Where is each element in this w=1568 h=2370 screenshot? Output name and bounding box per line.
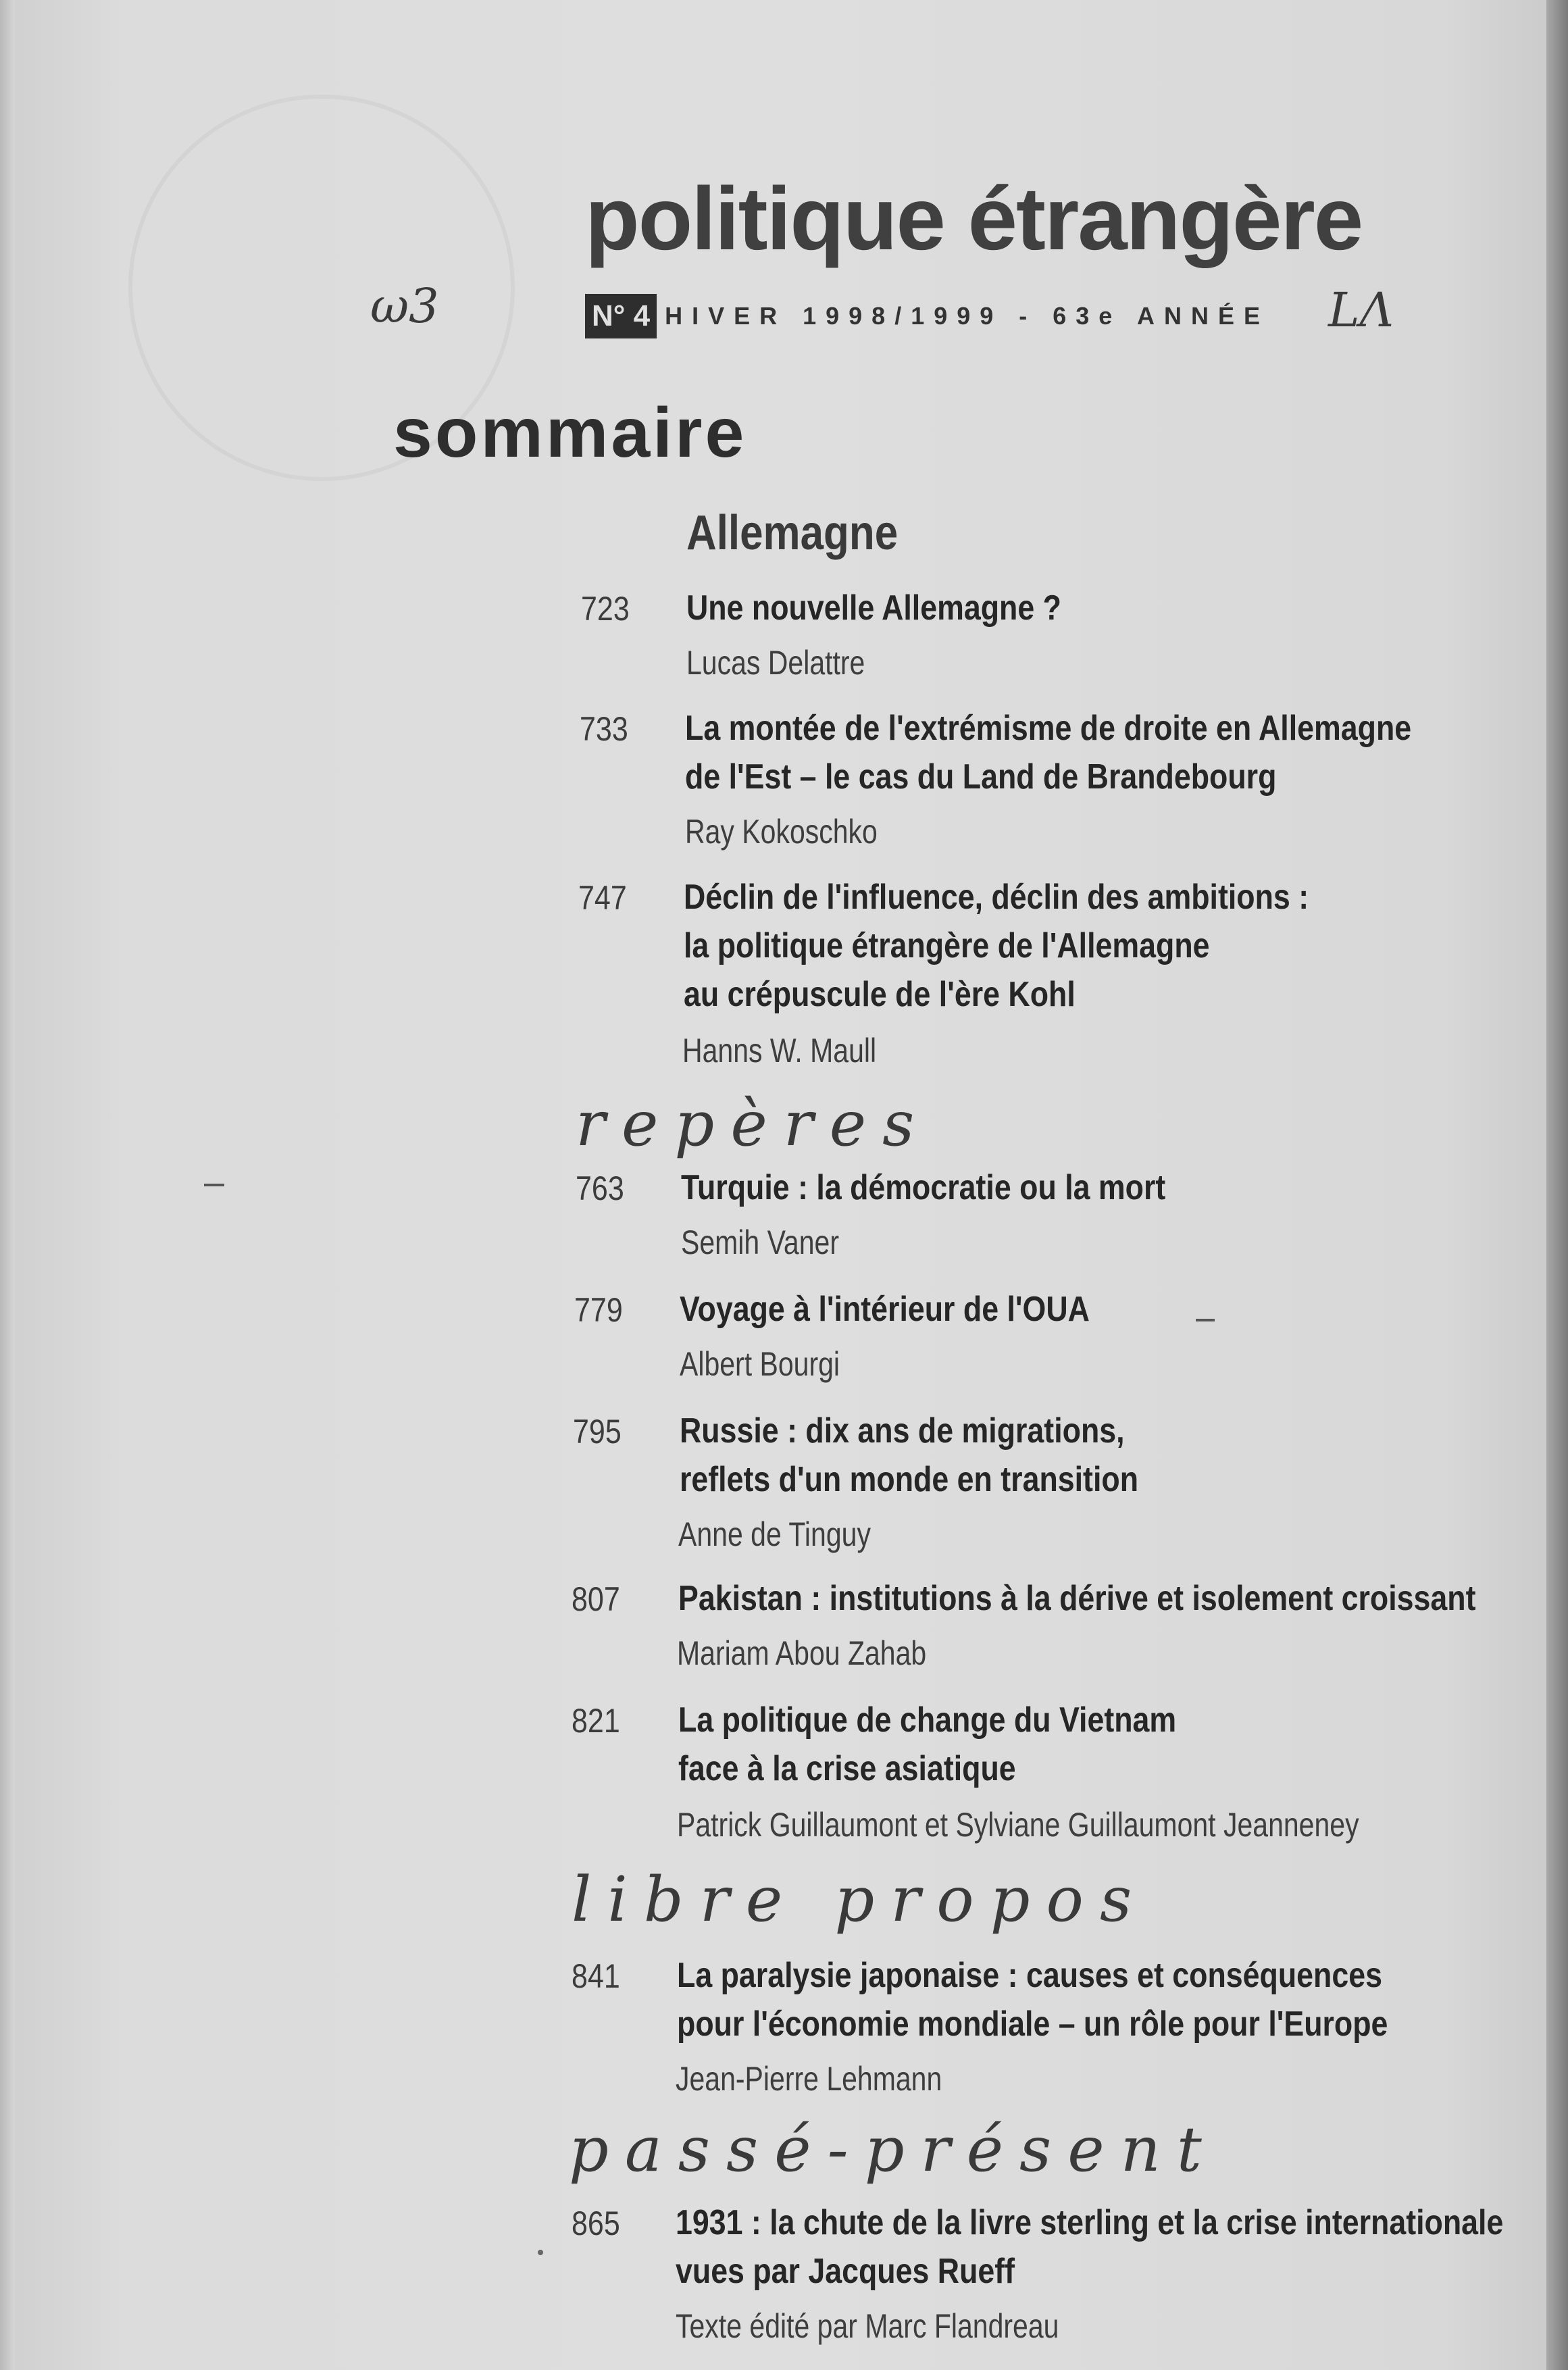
page-number: 821 (572, 1702, 620, 1740)
pencil-mark (204, 1184, 224, 1186)
section-title-libre-propos: libre propos (572, 1863, 1148, 1936)
section-title-reperes: repères (576, 1088, 931, 1160)
article-author: Patrick Guillaumont et Sylviane Guillaumont Jeanneney (677, 1806, 1359, 1844)
article-title: Une nouvelle Allemagne ? (686, 588, 1061, 628)
page-number: 733 (580, 710, 628, 748)
page-number: 723 (581, 590, 630, 628)
page-right-edge (1546, 0, 1568, 2370)
section-title-allemagne: Allemagne (686, 506, 899, 560)
article-author: Albert Bourgi (680, 1345, 840, 1383)
article-title: reflets d'un monde en transition (680, 1460, 1139, 1499)
article-title: Voyage à l'intérieur de l'OUA (680, 1290, 1090, 1329)
article-author: Hanns W. Maull (682, 1032, 877, 1069)
journal-title: politique étrangère (585, 169, 1363, 268)
section-title-passe-present: passé-présent (569, 2113, 1218, 2186)
article-title: vues par Jacques Rueff (676, 2252, 1015, 2291)
article-title: de l'Est – le cas du Land de Brandebourg (685, 757, 1277, 797)
article-author: Lucas Delattre (686, 644, 865, 682)
article-author: Texte édité par Marc Flandreau (676, 2307, 1059, 2345)
article-author: Anne de Tinguy (678, 1515, 871, 1553)
issue-line (585, 293, 1269, 339)
article-title: Russie : dix ans de migrations, (680, 1411, 1125, 1451)
handwritten-note-left: ω3 (370, 278, 439, 334)
page-number: 807 (572, 1580, 620, 1618)
pencil-mark (1196, 1319, 1215, 1321)
handwritten-note-right: LΛ (1328, 282, 1394, 338)
article-title: La paralysie japonaise : causes et conséquences (677, 1956, 1382, 1995)
article-title: La politique de change du Vietnam (678, 1700, 1177, 1740)
page-number: 841 (572, 1957, 620, 1995)
article-title: au crépuscule de l'ère Kohl (684, 975, 1076, 1014)
issue-details: HIVER 1998/1999 - 63e ANNÉE (665, 302, 1270, 330)
page-number: 779 (574, 1291, 623, 1329)
page-number: 865 (572, 2204, 620, 2242)
page-left-shadow (0, 0, 15, 2370)
contents-heading: sommaire (393, 394, 747, 472)
article-author: Jean-Pierre Lehmann (676, 2060, 942, 2098)
article-author: Mariam Abou Zahab (677, 1634, 927, 1672)
article-title: pour l'économie mondiale – un rôle pour l'Europe (677, 2005, 1388, 2044)
article-title: Turquie : la démocratie ou la mort (681, 1168, 1166, 1207)
dust-speck (538, 2250, 543, 2255)
issue-number-badge: N° 4 (585, 294, 657, 338)
article-title: Pakistan : institutions à la dérive et isolement croissant (678, 1579, 1476, 1618)
article-author: Semih Vaner (681, 1224, 839, 1261)
page-number: 763 (576, 1169, 624, 1207)
article-title: La montée de l'extrémisme de droite en Allemagne (685, 709, 1412, 748)
article-title: Déclin de l'influence, déclin des ambitions : (684, 878, 1309, 917)
article-author: Ray Kokoschko (685, 813, 878, 851)
page-number: 747 (578, 879, 627, 917)
article-title: face à la crise asiatique (678, 1749, 1016, 1788)
article-title: 1931 : la chute de la livre sterling et la crise internationale (676, 2203, 1504, 2242)
page-number: 795 (573, 1413, 622, 1451)
article-title: la politique étrangère de l'Allemagne (684, 926, 1210, 965)
